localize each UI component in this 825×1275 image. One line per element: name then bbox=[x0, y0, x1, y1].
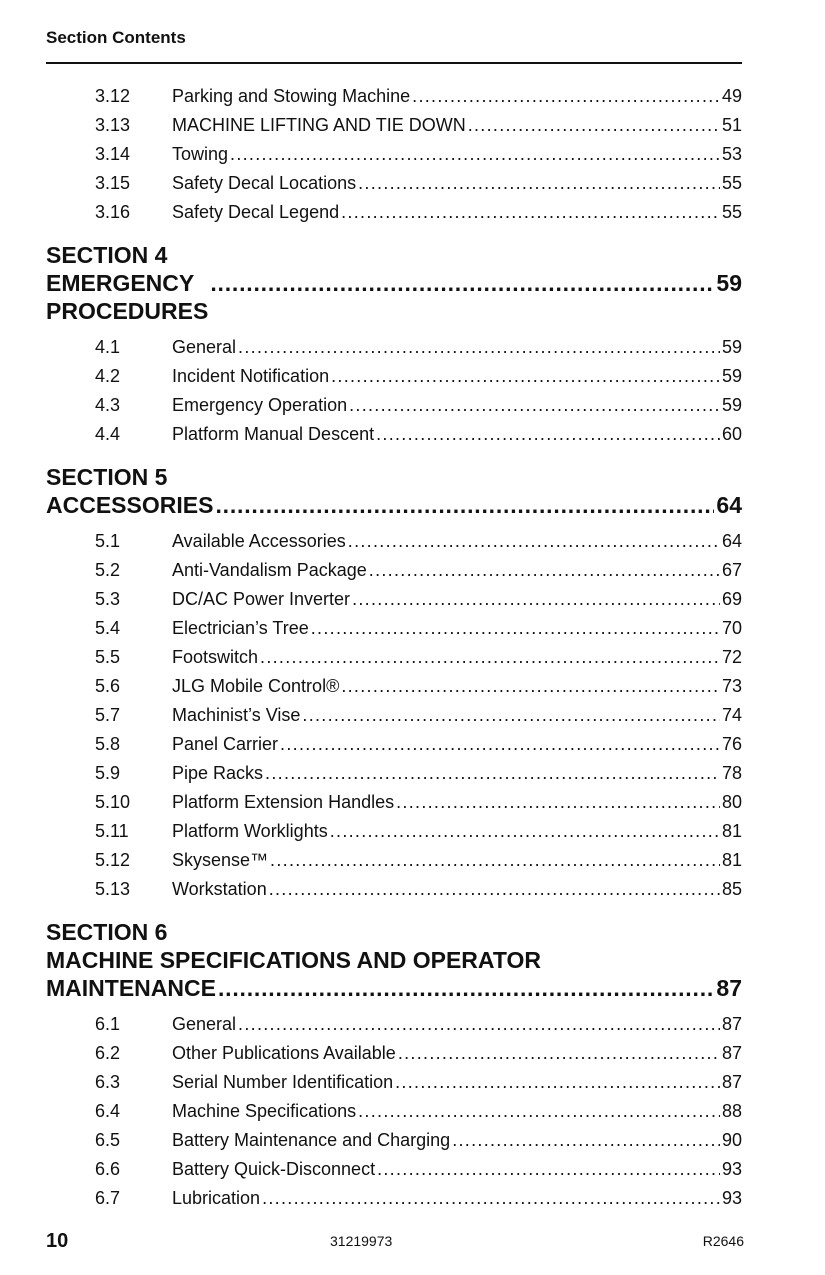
section-label: SECTION 4 bbox=[46, 242, 168, 268]
toc-entry-title: Serial Number Identification bbox=[172, 1072, 394, 1092]
toc-entry-number: 5.7 bbox=[95, 705, 121, 725]
toc-entry-number: 6.5 bbox=[95, 1130, 121, 1150]
toc-entry[interactable] bbox=[46, 140, 742, 169]
toc-entry-page: 55 bbox=[721, 173, 742, 193]
section-title-row[interactable] bbox=[46, 974, 742, 1002]
toc-entry-number: 5.2 bbox=[95, 560, 121, 580]
toc-entry-page: 55 bbox=[721, 202, 742, 222]
toc-entry-number: 4.1 bbox=[95, 337, 121, 357]
dot-leader bbox=[280, 730, 720, 759]
toc-entry[interactable] bbox=[46, 1097, 742, 1126]
toc-entry-number: 6.7 bbox=[95, 1188, 121, 1208]
dot-leader bbox=[376, 420, 720, 449]
toc-entry-number: 5.6 bbox=[95, 676, 121, 696]
section-contents-header: Section Contents bbox=[46, 28, 186, 47]
dot-leader bbox=[331, 362, 720, 391]
dot-leader bbox=[396, 788, 720, 817]
toc-entry[interactable] bbox=[46, 643, 742, 672]
section-page: 59 bbox=[716, 270, 742, 296]
dot-leader bbox=[238, 1010, 720, 1039]
section-page: 87 bbox=[716, 975, 742, 1001]
toc-entry-page: 90 bbox=[721, 1130, 742, 1150]
toc-entry-page: 93 bbox=[721, 1159, 742, 1179]
toc-entry-page: 51 bbox=[721, 115, 742, 135]
dot-leader bbox=[270, 846, 720, 875]
toc-entry-page: 78 bbox=[721, 763, 742, 783]
toc-entry[interactable] bbox=[46, 614, 742, 643]
toc-entry[interactable] bbox=[46, 1126, 742, 1155]
toc-entry-title: Safety Decal Locations bbox=[172, 173, 357, 193]
toc-entry-number: 3.13 bbox=[95, 115, 131, 135]
toc-section bbox=[46, 463, 742, 904]
toc-entry-number: 5.13 bbox=[95, 879, 131, 899]
toc-entry-title: Other Publications Available bbox=[172, 1043, 396, 1063]
toc-entry[interactable] bbox=[46, 556, 742, 585]
dot-leader bbox=[377, 1155, 720, 1184]
toc-entry[interactable] bbox=[46, 701, 742, 730]
toc-entry-title: Safety Decal Legend bbox=[172, 202, 340, 222]
toc-section bbox=[46, 241, 742, 449]
dot-leader bbox=[341, 198, 720, 227]
section-title: MAINTENANCE bbox=[46, 975, 216, 1001]
toc-entry[interactable] bbox=[46, 391, 742, 420]
toc-entry-number: 6.2 bbox=[95, 1043, 121, 1063]
dot-leader bbox=[395, 1068, 720, 1097]
toc-entry-title: Incident Notification bbox=[172, 366, 330, 386]
toc-entry-number: 5.5 bbox=[95, 647, 121, 667]
toc-entry-title: Emergency Operation bbox=[172, 395, 348, 415]
toc-entry-page: 80 bbox=[721, 792, 742, 812]
toc-entry[interactable] bbox=[46, 585, 742, 614]
toc-entry-page: 87 bbox=[721, 1014, 742, 1034]
toc-entry[interactable] bbox=[46, 875, 742, 904]
toc-entry[interactable] bbox=[46, 788, 742, 817]
toc-entry-page: 59 bbox=[721, 395, 742, 415]
dot-leader bbox=[348, 527, 720, 556]
toc-entry-number: 5.1 bbox=[95, 531, 121, 551]
toc-entry-number: 3.15 bbox=[95, 173, 131, 193]
toc-entry-number: 5.11 bbox=[95, 821, 129, 841]
toc-entry[interactable] bbox=[46, 759, 742, 788]
toc-entry-title: JLG Mobile Control® bbox=[172, 676, 340, 696]
toc-entry[interactable] bbox=[46, 1010, 742, 1039]
toc-entry-number: 6.3 bbox=[95, 1072, 121, 1092]
toc-entry-title: Battery Maintenance and Charging bbox=[172, 1130, 451, 1150]
dot-leader bbox=[358, 169, 720, 198]
toc-entry[interactable] bbox=[46, 817, 742, 846]
toc-entry-number: 3.12 bbox=[95, 86, 131, 106]
dot-leader bbox=[311, 614, 720, 643]
dot-leader bbox=[210, 269, 714, 297]
toc-entry-title: Platform Worklights bbox=[172, 821, 328, 841]
toc-section bbox=[46, 918, 742, 1213]
header-rule bbox=[46, 62, 742, 64]
toc-entry[interactable] bbox=[46, 169, 742, 198]
toc-entry[interactable] bbox=[46, 1155, 742, 1184]
toc-entry-title: Platform Extension Handles bbox=[172, 792, 395, 812]
toc-entry-page: 49 bbox=[721, 86, 742, 106]
toc-entry-number: 5.4 bbox=[95, 618, 121, 638]
toc-entry-number: 6.6 bbox=[95, 1159, 121, 1179]
toc-entry-page: 93 bbox=[721, 1188, 742, 1208]
toc-entry-number: 5.3 bbox=[95, 589, 121, 609]
toc-entry[interactable] bbox=[46, 527, 742, 556]
dot-leader bbox=[452, 1126, 720, 1155]
toc-entry-title: Electrician’s Tree bbox=[172, 618, 309, 638]
toc-entry-title: Machinist’s Vise bbox=[172, 705, 301, 725]
toc-entry[interactable] bbox=[46, 333, 742, 362]
dot-leader bbox=[412, 82, 720, 111]
toc-entry[interactable] bbox=[46, 198, 742, 227]
toc-entry-number: 6.1 bbox=[95, 1014, 121, 1034]
section-title: ACCESSORIES bbox=[46, 492, 214, 518]
toc-entry-number: 5.10 bbox=[95, 792, 131, 812]
toc-entry-page: 88 bbox=[721, 1101, 742, 1121]
dot-leader bbox=[215, 491, 714, 519]
section-title-row[interactable] bbox=[46, 491, 742, 519]
toc-entry-title: Lubrication bbox=[172, 1188, 261, 1208]
toc-entry-number: 5.9 bbox=[95, 763, 121, 783]
toc-entry-number: 5.8 bbox=[95, 734, 121, 754]
document-number: 31219973 bbox=[330, 1233, 393, 1249]
toc-entry-number: 3.16 bbox=[95, 202, 131, 222]
toc-entry[interactable] bbox=[46, 672, 742, 701]
dot-leader bbox=[260, 643, 720, 672]
section-page: 64 bbox=[716, 492, 742, 518]
toc-entry[interactable] bbox=[46, 111, 742, 140]
section-title-row[interactable] bbox=[46, 269, 742, 325]
toc-entry[interactable] bbox=[46, 1068, 742, 1097]
toc-entry-title: DC/AC Power Inverter bbox=[172, 589, 351, 609]
toc-entry-page: 72 bbox=[721, 647, 742, 667]
toc-entry-page: 87 bbox=[721, 1072, 742, 1092]
dot-leader bbox=[262, 1184, 720, 1213]
toc-entry-title: MACHINE LIFTING AND TIE DOWN bbox=[172, 115, 466, 135]
toc-entry-page: 60 bbox=[721, 424, 742, 444]
toc-entry-page: 70 bbox=[721, 618, 742, 638]
toc-entry-page: 76 bbox=[721, 734, 742, 754]
toc-entry-title: General bbox=[172, 1014, 237, 1034]
dot-leader bbox=[349, 391, 720, 420]
revision-code: R2646 bbox=[702, 1233, 744, 1249]
page-footer bbox=[46, 1230, 744, 1254]
dot-leader bbox=[398, 1039, 720, 1068]
section-title-line: MACHINE SPECIFICATIONS AND OPERATOR bbox=[46, 947, 541, 973]
toc bbox=[46, 82, 742, 1213]
section-label: SECTION 5 bbox=[46, 464, 168, 490]
toc-entry-page: 53 bbox=[721, 144, 742, 164]
toc-entry-title: Anti-Vandalism Package bbox=[172, 560, 367, 580]
dot-leader bbox=[468, 111, 720, 140]
toc-entry-title: Skysense™ bbox=[172, 850, 269, 870]
toc-entry-title: Panel Carrier bbox=[172, 734, 279, 754]
toc-entry-number: 6.4 bbox=[95, 1101, 121, 1121]
dot-leader bbox=[218, 974, 714, 1002]
dot-leader bbox=[230, 140, 720, 169]
toc-entry-page: 81 bbox=[721, 821, 742, 841]
dot-leader bbox=[352, 585, 720, 614]
toc-entry-title: Battery Quick-Disconnect bbox=[172, 1159, 376, 1179]
toc-entry-title: General bbox=[172, 337, 237, 357]
toc-entry-title: Available Accessories bbox=[172, 531, 346, 551]
toc-entry-title: Footswitch bbox=[172, 647, 259, 667]
dot-leader bbox=[330, 817, 720, 846]
toc-entry-page: 59 bbox=[721, 366, 742, 386]
toc-entry-number: 4.2 bbox=[95, 366, 121, 386]
toc-entry[interactable] bbox=[46, 1039, 742, 1068]
toc-entry-page: 69 bbox=[721, 589, 742, 609]
toc-entry[interactable] bbox=[46, 846, 742, 875]
toc-entry-page: 87 bbox=[721, 1043, 742, 1063]
toc-entry-title: Platform Manual Descent bbox=[172, 424, 375, 444]
toc-entry-title: Machine Specifications bbox=[172, 1101, 357, 1121]
toc-entry-page: 85 bbox=[721, 879, 742, 899]
dot-leader bbox=[265, 759, 720, 788]
dot-leader bbox=[269, 875, 720, 904]
toc-entry-number: 4.3 bbox=[95, 395, 121, 415]
toc-entry-title: Pipe Racks bbox=[172, 763, 264, 783]
toc-entry-page: 81 bbox=[721, 850, 742, 870]
toc-entry-page: 74 bbox=[721, 705, 742, 725]
toc-entry[interactable] bbox=[46, 82, 742, 111]
toc-entry-title: Towing bbox=[172, 144, 229, 164]
dot-leader bbox=[341, 672, 720, 701]
toc-entry-number: 3.14 bbox=[95, 144, 131, 164]
toc-entry-page: 64 bbox=[721, 531, 742, 551]
toc-entry-title: Workstation bbox=[172, 879, 267, 899]
dot-leader bbox=[369, 556, 720, 585]
section-label: SECTION 6 bbox=[46, 919, 168, 945]
toc-entry-page: 59 bbox=[721, 337, 742, 357]
toc-entry-number: 4.4 bbox=[95, 424, 121, 444]
dot-leader bbox=[302, 701, 720, 730]
page-number: 10 bbox=[46, 1230, 69, 1252]
toc-entry-page: 73 bbox=[721, 676, 742, 696]
dot-leader bbox=[238, 333, 720, 362]
toc-entry-title: Parking and Stowing Machine bbox=[172, 86, 411, 106]
toc-entry[interactable] bbox=[46, 420, 742, 449]
toc-entry[interactable] bbox=[46, 362, 742, 391]
toc-entry-page: 67 bbox=[721, 560, 742, 580]
toc-entry[interactable] bbox=[46, 730, 742, 759]
section-title: EMERGENCY PROCEDURES bbox=[46, 270, 209, 324]
toc-entry[interactable] bbox=[46, 1184, 742, 1213]
dot-leader bbox=[358, 1097, 720, 1126]
toc-entry-number: 5.12 bbox=[95, 850, 131, 870]
